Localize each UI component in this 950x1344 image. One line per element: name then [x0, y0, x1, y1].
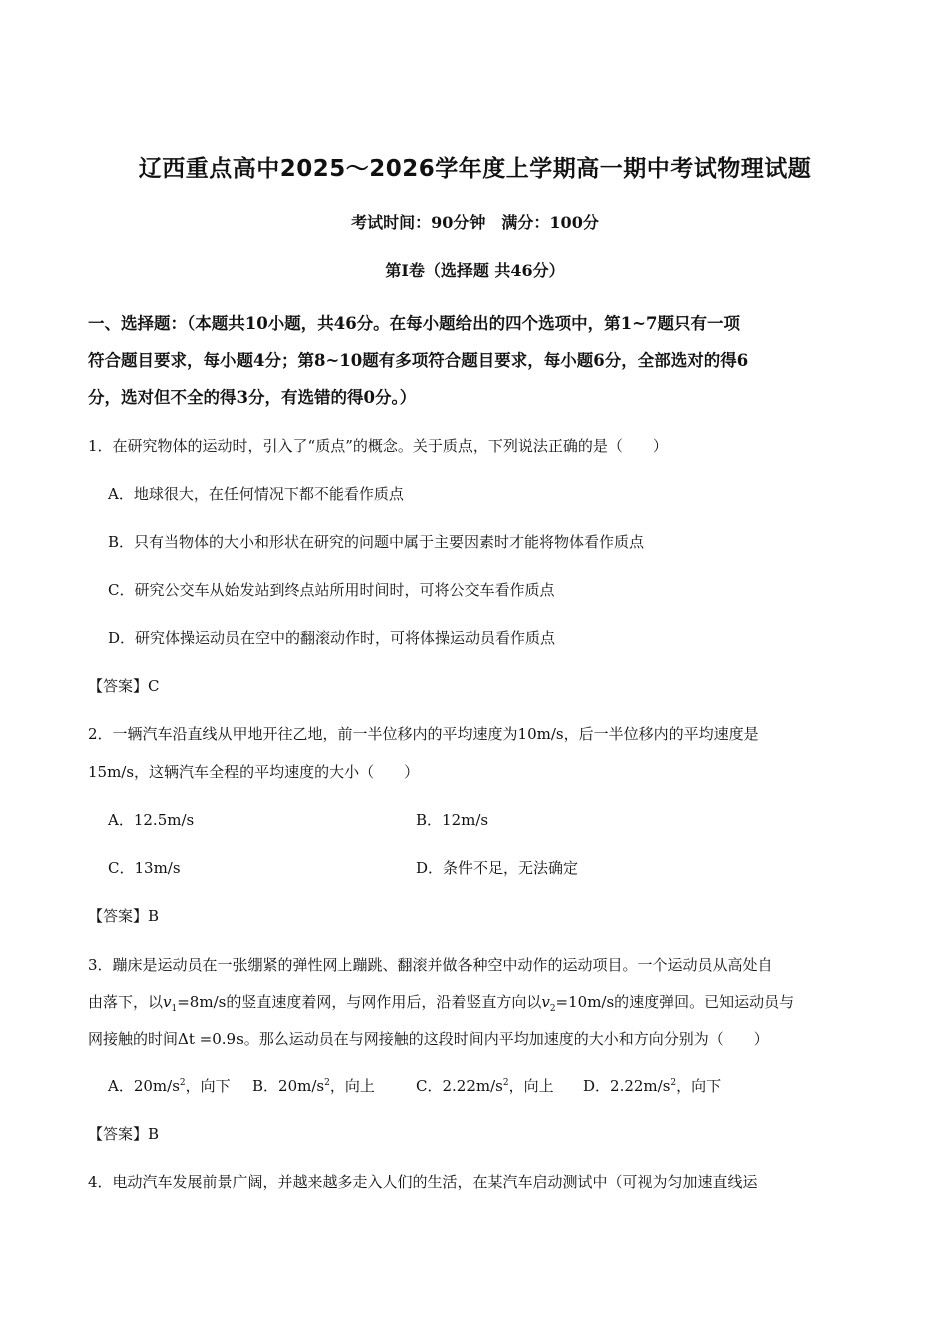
q3-option-c-direction: ，向上 — [508, 1077, 554, 1095]
exam-info: 考试时间：90分钟 满分：100分 — [351, 213, 599, 232]
q3-stem-text: =8m/s的竖直速度着网，与网作用后，沿着竖直方向以 — [177, 993, 542, 1011]
q3-option-d-direction: ，向下 — [676, 1077, 722, 1095]
delta-t-formula: Δt =0.9s — [178, 1030, 244, 1048]
q3-option-b — [252, 1075, 375, 1096]
q1-option-c: C．研究公交车从始发站到终点站所用时间时，可将公交车看作质点 — [108, 581, 555, 599]
q2-stem-line1: 2．一辆汽车沿直线从甲地开往乙地，前一半位移内的平均速度为10m/s，后一半位移内的平均速度是 — [88, 725, 759, 743]
q3-option-b-direction: ，向上 — [329, 1077, 375, 1095]
q3-option-a — [108, 1075, 231, 1096]
q3-option-b-value: B．20m/s — [252, 1077, 325, 1095]
q2-option-b: B．12m/s — [416, 811, 489, 829]
q3-stem-line2 — [88, 991, 794, 1012]
q2-option-a: A．12.5m/s — [108, 811, 195, 829]
q3-option-a-value: A．20m/s — [108, 1077, 180, 1095]
section-instructions-line2: 符合题目要求，每小题4分；第8~10题有多项符合题目要求，每小题6分，全部选对的得6 — [88, 351, 749, 370]
q2-answer: 【答案】B — [88, 907, 160, 925]
q3-stem-text: =10m/s的速度弹回。已知运动员与 — [555, 993, 795, 1011]
v1-symbol: v — [163, 993, 172, 1011]
q3-stem-line1: 3．蹦床是运动员在一张绷紧的弹性网上蹦跳、翻滚并做各种空中动作的运动项目。一个运动员从高处自 — [88, 956, 773, 974]
q3-option-d — [583, 1075, 721, 1096]
q1-stem: 1．在研究物体的运动时，引入了“质点”的概念。关于质点，下列说法正确的是（ ） — [88, 437, 668, 455]
q1-answer: 【答案】C — [88, 677, 160, 695]
q3-stem-text: 由落下，以 — [88, 993, 164, 1011]
v2-symbol: v — [541, 993, 550, 1011]
squared-superscript: 2 — [670, 1078, 677, 1088]
q3-option-a-direction: ，向下 — [185, 1077, 231, 1095]
q4-stem-line1: 4．电动汽车发展前景广阔，并越来越多走入人们的生活，在某汽车启动测试中（可视为匀加速直线运 — [88, 1173, 758, 1191]
q2-option-c: C．13m/s — [108, 859, 181, 877]
q1-option-b: B．只有当物体的大小和形状在研究的问题中属于主要因素时才能将物体看作质点 — [108, 533, 645, 551]
squared-superscript: 2 — [502, 1078, 509, 1088]
v1-subscript: 1 — [171, 1004, 178, 1014]
squared-superscript: 2 — [179, 1078, 186, 1088]
q3-answer: 【答案】B — [88, 1125, 160, 1143]
q3-option-c-value: C．2.22m/s — [416, 1077, 503, 1095]
q3-stem-text: 。那么运动员在与网接触的这段时间内平均加速度的大小和方向分别为（ ） — [243, 1030, 769, 1048]
q3-stem-text: 网接触的时间 — [88, 1030, 179, 1048]
q2-stem-line2: 15m/s，这辆汽车全程的平均速度的大小（ ） — [88, 763, 420, 781]
v2-subscript: 2 — [549, 1004, 556, 1014]
volume-title: 第Ⅰ卷（选择题 共46分） — [385, 261, 565, 280]
q3-option-c — [416, 1075, 554, 1096]
q1-option-a: A．地球很大，在任何情况下都不能看作质点 — [108, 485, 404, 503]
section-instructions-line1: 一、选择题：（本题共10小题，共46分。在每小题给出的四个选项中，第1~7题只有一项 — [88, 314, 740, 333]
q3-stem-line3 — [88, 1028, 769, 1049]
q1-option-d: D．研究体操运动员在空中的翻滚动作时，可将体操运动员看作质点 — [108, 629, 556, 647]
exam-title: 辽西重点高中2025～2026学年度上学期高一期中考试物理试题 — [138, 156, 812, 182]
section-instructions-line3: 分，选对但不全的得3分，有选错的得0分。） — [88, 388, 417, 407]
q2-option-d: D．条件不足，无法确定 — [416, 859, 579, 877]
squared-superscript: 2 — [324, 1078, 330, 1088]
q3-option-d-value: D．2.22m/s — [583, 1077, 671, 1095]
